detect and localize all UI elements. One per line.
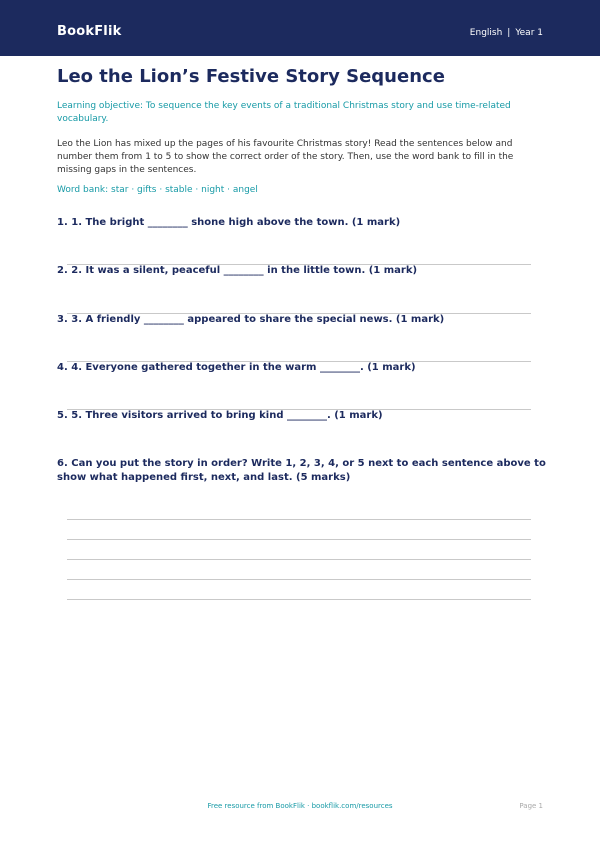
question-2: 2. 2. It was a silent, peaceful ________ in the little town. (1 mark) xyxy=(57,265,418,276)
question-3: 3. 3. A friendly ________ appeared to share the special news. (1 mark) xyxy=(57,314,445,325)
subject-year xyxy=(470,28,543,38)
subject-label: English xyxy=(469,28,503,38)
answer-line[interactable] xyxy=(67,519,531,520)
word-bank: Word bank: star · gifts · stable · night · angel xyxy=(57,185,258,195)
brand-logo: BookFlik xyxy=(57,24,122,39)
question-6: 6. Can you put the story in order? Write 1, 2, 3, 4, or 5 next to each sentence above to show what happened first, next, and last. (5 marks) xyxy=(57,458,546,483)
question-5: 5. 5. Three visitors arrived to bring kind ________. (1 mark) xyxy=(57,410,383,421)
page-number: Page 1 xyxy=(519,802,543,810)
answer-line[interactable] xyxy=(67,539,531,540)
question-1: 1. 1. The bright ________ shone high above the town. (1 mark) xyxy=(57,217,401,228)
answer-line[interactable] xyxy=(67,599,531,600)
answer-line[interactable] xyxy=(67,559,531,560)
footer-credit: Free resource from BookFlik · bookflik.com/resources xyxy=(207,802,393,810)
separator: | xyxy=(507,28,511,38)
header-bar xyxy=(0,0,600,56)
question-4: 4. 4. Everyone gathered together in the warm ________. (1 mark) xyxy=(57,362,416,373)
worksheet-title: Leo the Lion’s Festive Story Sequence xyxy=(57,66,445,87)
instructions: Leo the Lion has mixed up the pages of his favourite Christmas story! Read the sentences below and number them from 1 to 5 to show the correct order of the story. Then, use the word bank to fill in the missing gaps in the sentences. xyxy=(57,139,514,175)
answer-line[interactable] xyxy=(67,579,531,580)
year-label: Year 1 xyxy=(515,28,543,38)
learning-objective: Learning objective: To sequence the key events of a traditional Christmas story and use time-related vocabulary. xyxy=(57,101,511,124)
